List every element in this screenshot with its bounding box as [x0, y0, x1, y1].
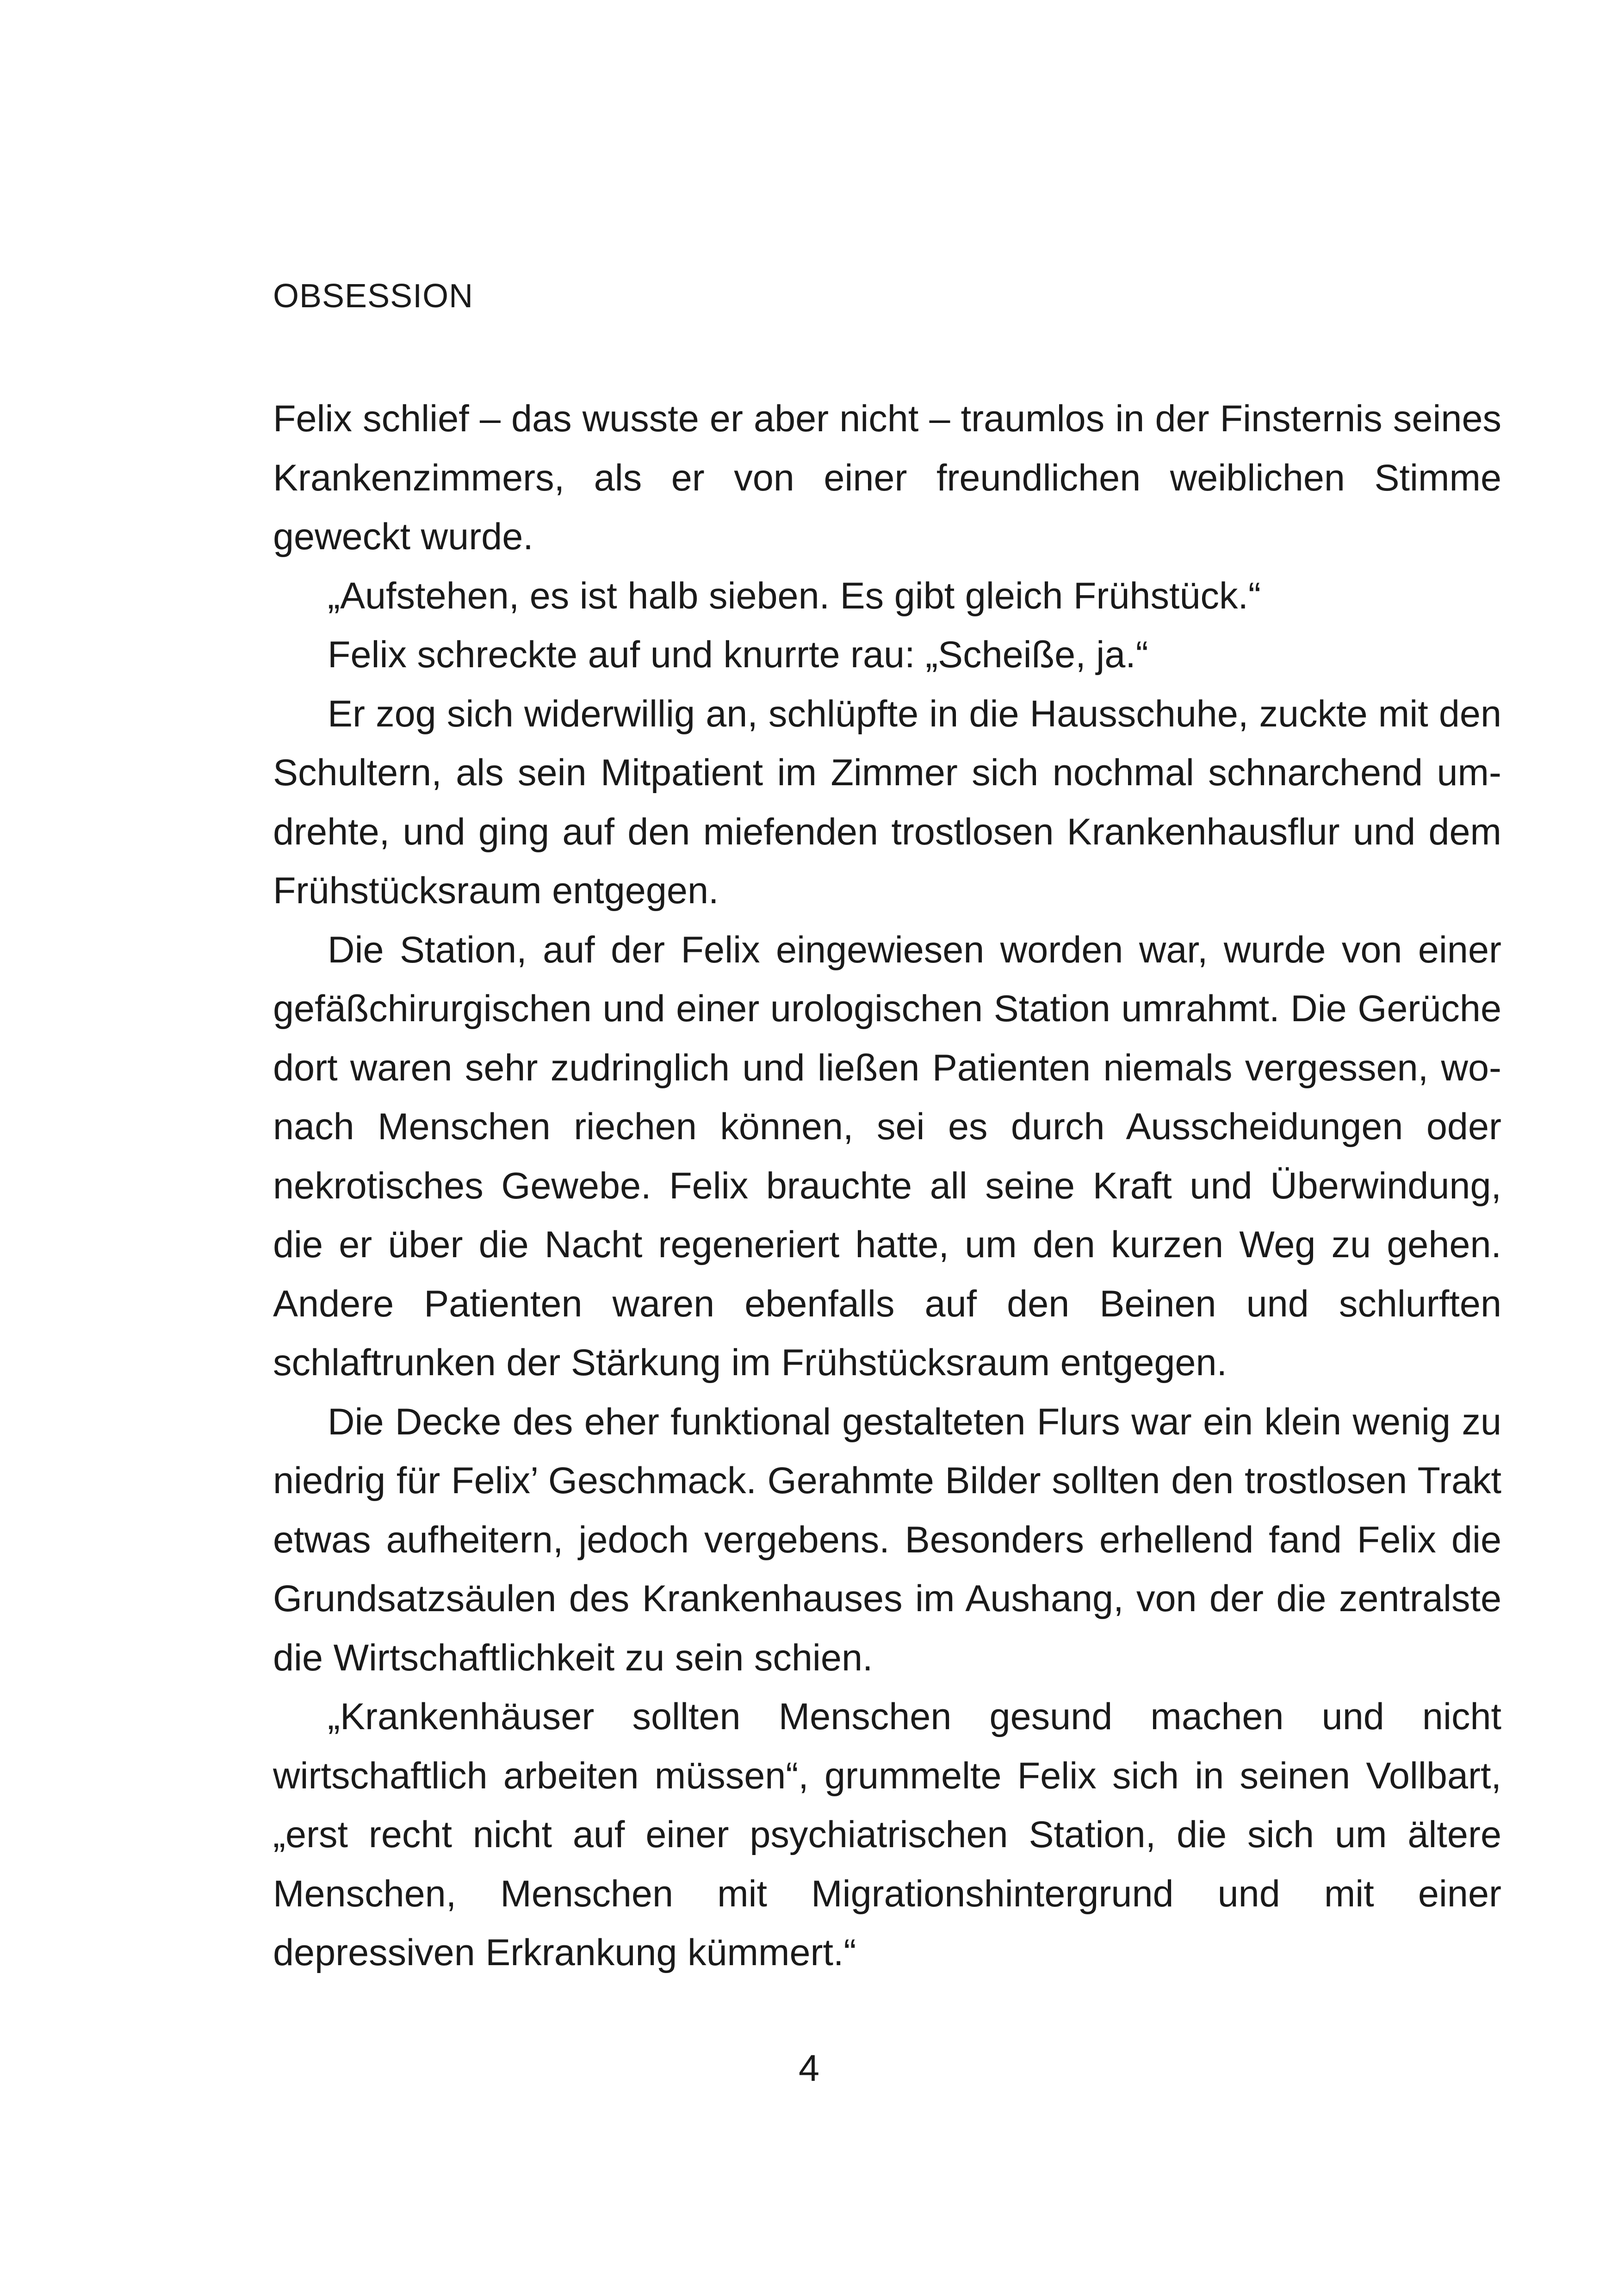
paragraph: Felix schlief – das wusste er aber nicht – traumlos in der Finsternis seines Krankenzimmers, als er von einer freundlichen weiblichen Stimme geweckt wurde. [273, 398, 1501, 558]
chapter-body [273, 390, 1501, 1983]
paragraph: Die Decke des eher funktional gestalteten Flurs war ein klein wenig zu niedrig für Felix’ Geschmack. Gerahmte Bilder sollten den trostlosen Trakt etwas aufheitern, jedoch vergebens. Besonders erhellend fand Felix die Grundsatzsäulen des Krankenhauses im Aushang, von der die zentralste die Wirtschaftlichkeit zu sein schien. [273, 1401, 1501, 1679]
page-number: 4 [798, 2048, 820, 2089]
paragraph: „Krankenhäuser sollten Menschen gesund machen und nicht wirtschaftlich arbeiten müssen“, grummelte Felix sich in seinen Vollbart, „erst recht nicht auf einer psychiatrischen Station, die sich um ältere Menschen, Menschen mit Migrationshintergrund und mit einer depressiven Erkrankung kümmert.“ [273, 1696, 1501, 1973]
paragraph: Felix schreckte auf und knurrte rau: „Scheiße, ja.“ [328, 634, 1148, 676]
paragraph: „Aufstehen, es ist halb sieben. Es gibt gleich Frühstück.“ [328, 575, 1261, 617]
paragraph: Er zog sich widerwillig an, schlüpfte in die Hausschuhe, zuckte mit den Schultern, als sein Mitpatient im Zimmer sich nochmal schnarchend umdrehte, und ging auf den miefenden trostlosen Krankenhausflur und dem Frühstücksraum entgegen. [273, 693, 1501, 912]
paragraph: Die Station, auf der Felix eingewiesen worden war, wurde von einer gefäßchirurgischen und einer urologischen Station umrahmt. Die Gerüche dort waren sehr zudringlich und ließen Patienten niemals vergessen, wonach Menschen riechen können, sei es durch Ausscheidungen oder nekrotisches Gewebe. Felix brauchte all seine Kraft und Überwindung, die er über die Nacht regeneriert hatte, um den kurzen Weg zu gehen. Andere Patienten waren ebenfalls auf den Beinen und schlurften schlaftrunken der Stärkung im Frühstücksraum entgegen. [273, 929, 1501, 1384]
chapter-title: OBSESSION [273, 278, 474, 315]
